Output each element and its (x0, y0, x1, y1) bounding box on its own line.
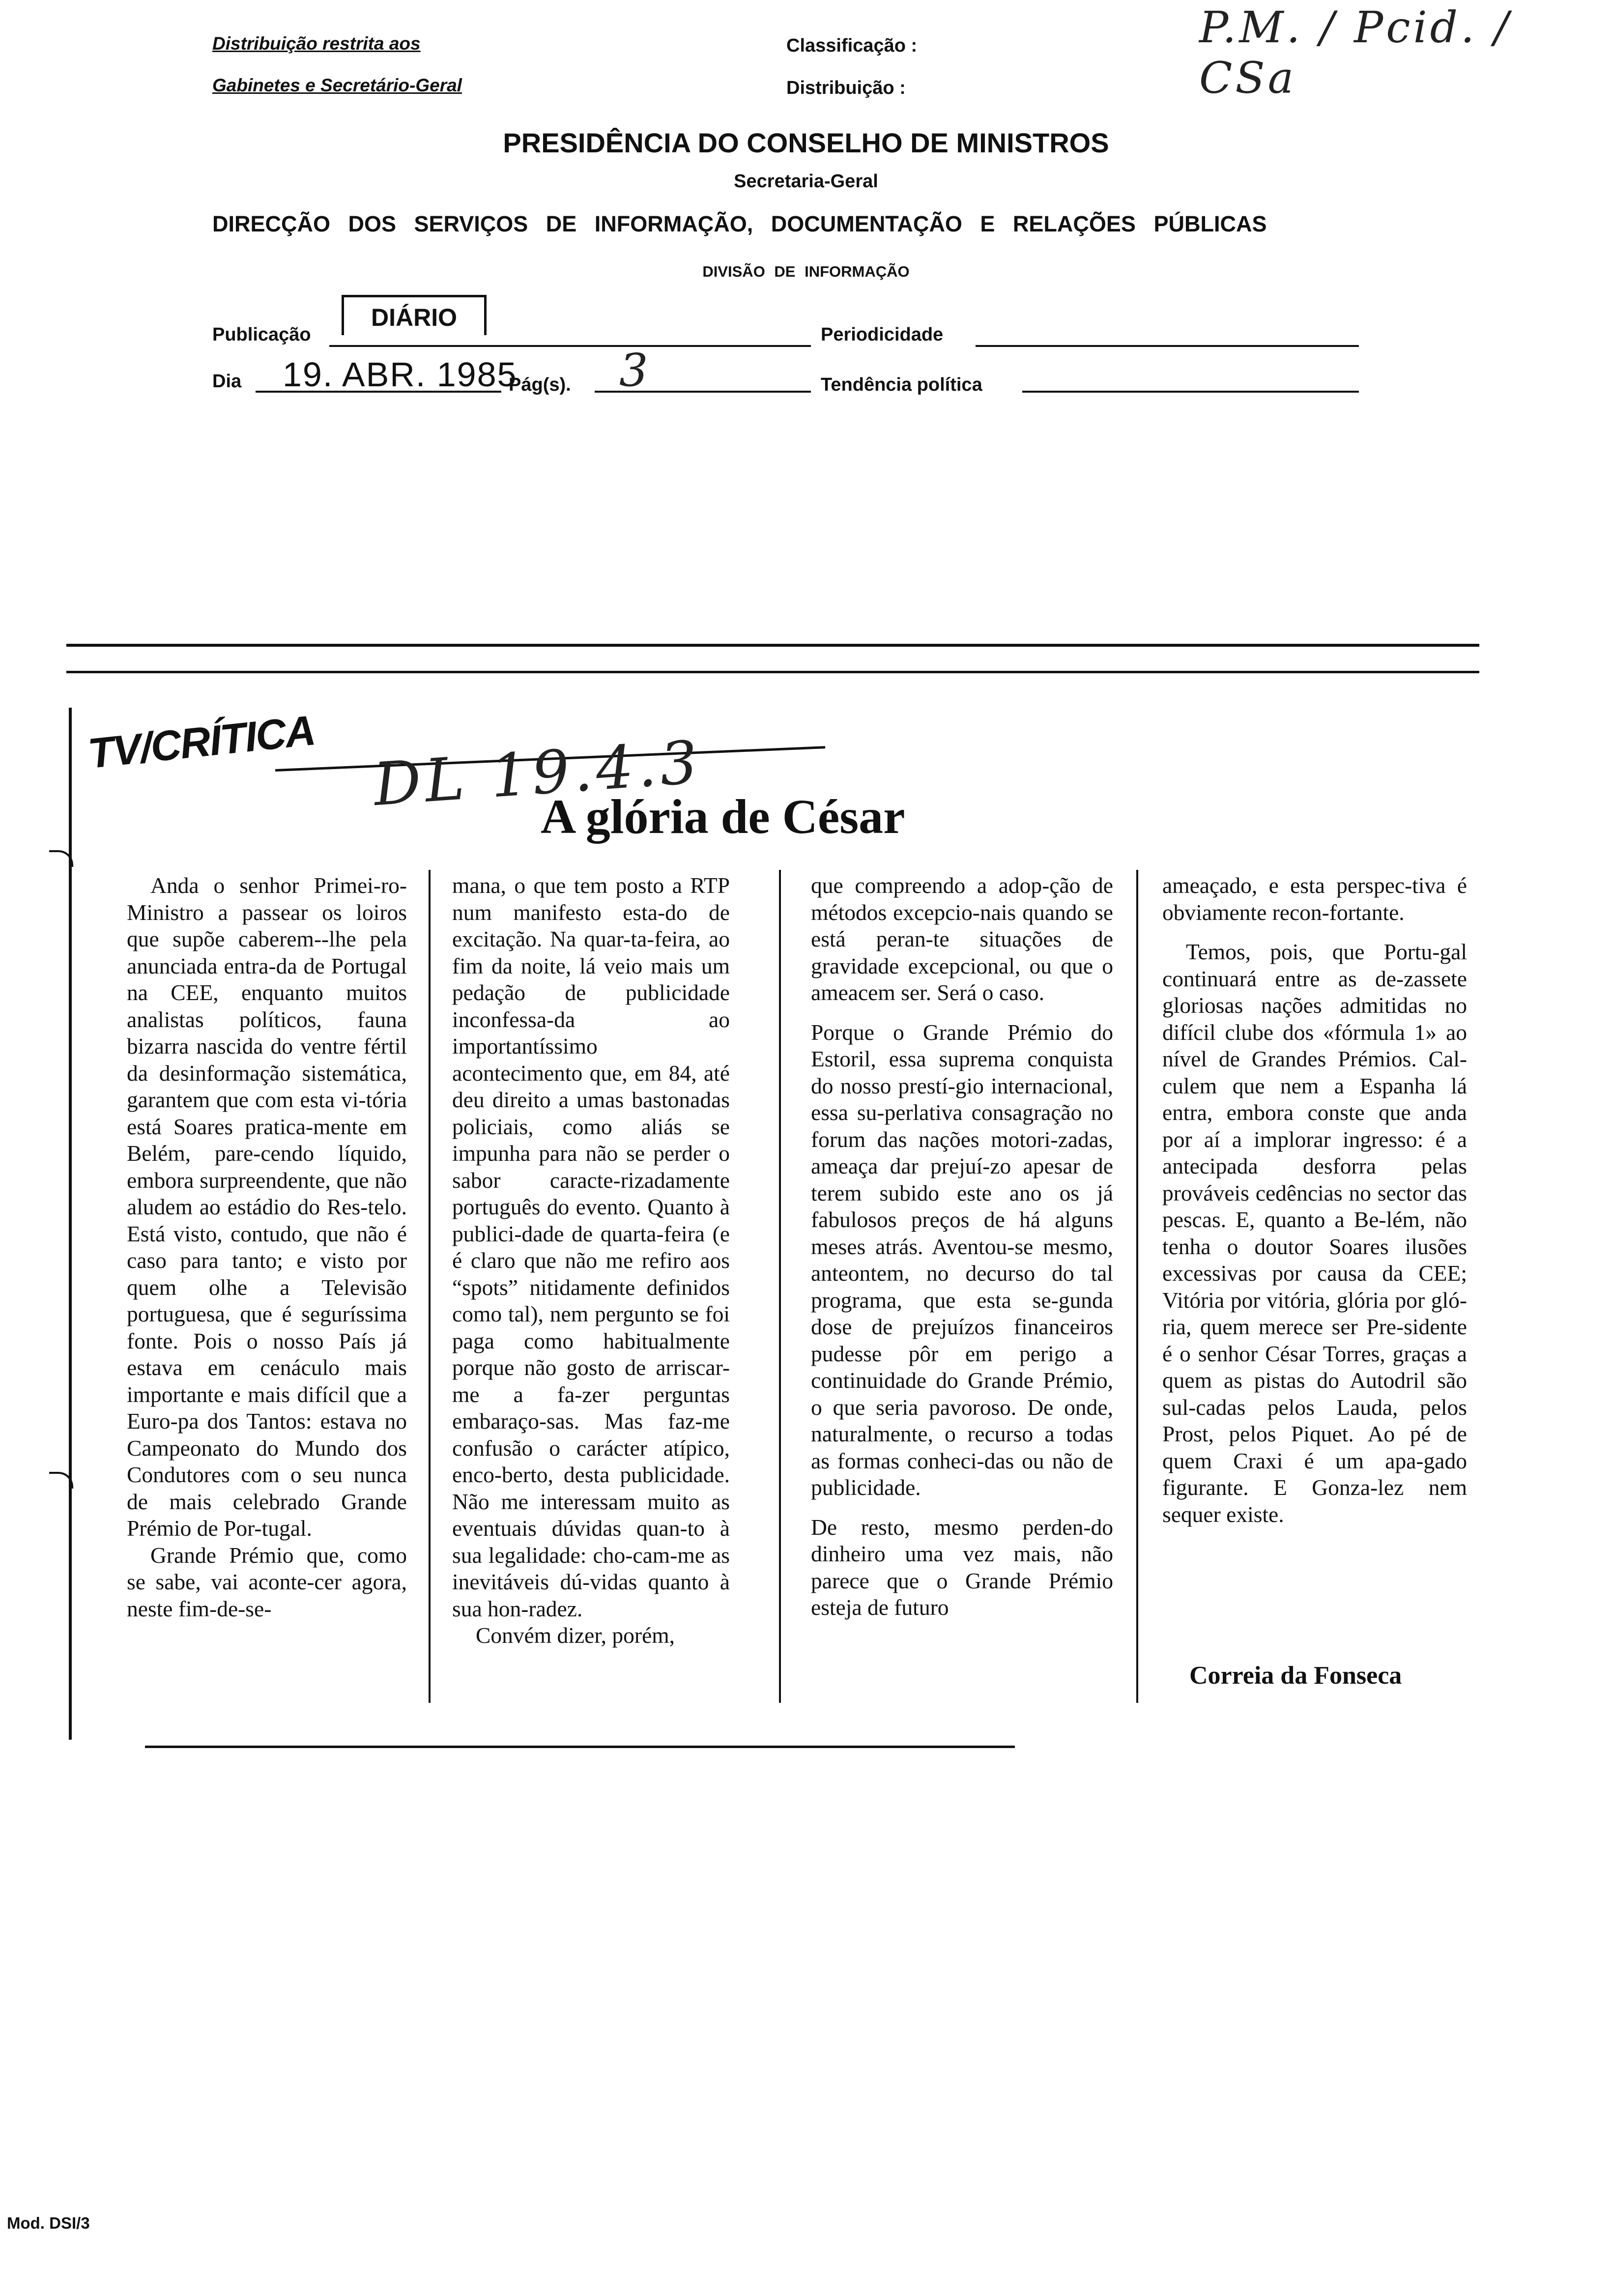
day-underline (256, 391, 501, 393)
column-1-paragraph: Anda o senhor Primei-ro-Ministro a passear os loiros que supõe caberem--lhe pela anunciada entra-da de Portugal na CEE, enquanto muitos analistas políticos, fauna bizarra nascida do ventre fértil da desinformação sistemática, garantem que com esta vi-tória está Soares pratica-mente em Belém, pare-cendo líquido, embora surpreendente, que não aludem ao estádio do Res-telo. Está visto, contudo, que não é caso para tanto; e visto por quem olhe a Televisão portuguesa, que é seguríssima fonte. Pois o nosso País já estava em cenáculo mais importante e mais difícil que a Euro-pa dos Tantos: estava no Campeonato do Mundo dos Condutores com o seu nunca de mais celebrado Grande Prémio de Por-tugal. (127, 873, 407, 1541)
section-label: TV/CRÍTICA (86, 707, 317, 778)
column-1-paragraph: Grande Prémio que, como se sabe, vai aconte-cer agora, neste fim-de-se- (127, 1542, 407, 1621)
pages-label: Pág(s). (509, 374, 571, 395)
tendency-underline (1022, 391, 1359, 393)
restricted-distribution-line1: Distribuição restrita aos (212, 33, 421, 54)
handwritten-date: DL 19.4.3 (371, 728, 704, 820)
division-title: DIVISÃO DE INFORMAÇÃO (702, 263, 910, 280)
directorate-title: DIRECÇÃO DOS SERVIÇOS DE INFORMAÇÃO, DOCUMENTAÇÃO E RELAÇÕES PÚBLICAS (212, 211, 1267, 236)
handwritten-reference: P.M. / Pcid. / CSa (1199, 2, 1512, 103)
column-divider-3 (1136, 870, 1138, 1703)
institution-title: PRESIDÊNCIA DO CONSELHO DE MINISTROS (503, 127, 1109, 158)
form-code: Mod. DSI/3 (7, 2214, 90, 2232)
secretariat-title: Secretaria-Geral (734, 171, 878, 192)
column-2-paragraph: mana, o que tem posto a RTP num manifesto esta-do de excitação. Na quar-ta-feira, ao fim da noite, lá veio mais um pedação de publicidade inconfessa-da ao importantíssimo acontecimento que, em 84, até deu direito a umas bastonadas policiais, como aliás se impunha para não se perder o sabor caracte-rizadamente português do evento. Quanto à publici-dade de quarta-feira (e é claro que não me refiro aos “spots” nitidamente definidos como tal), nem pergunto se foi paga como habitualmente porque não gosto de arriscar-me a fa-zer perguntas embaraço-sas. Mas faz-me confusão o carácter atípico, enco-berto, desta publicidade. Não me interessam muito as eventuais dúvidas quan-to à sua legalidade: cho-cam-me as inevitáveis dú-vidas quanto à sua hon-radez. (452, 873, 730, 1621)
day-label: Dia (212, 371, 242, 392)
article-column-3 (811, 872, 1113, 1621)
headline: A glória de César (541, 789, 905, 844)
article-column-4 (1162, 872, 1467, 1528)
column-divider-1 (429, 870, 431, 1703)
clipping-bottom-rule (145, 1746, 1015, 1748)
classification-label: Classificação : (786, 35, 918, 56)
column-divider-2 (779, 870, 781, 1703)
publication-label: Publicação (212, 324, 311, 345)
column-3-paragraph: Porque o Grande Prémio do Estoril, essa suprema conquista do nosso prestí-gio internacional, essa su-perlativa consagração no forum das nações motori-zadas, ameaça dar prejuí-zo apesar de terem subido este ano os já fabulosos preços de há alguns meses atrás. Aventou-se mesmo, anteontem, no decurso do tal programa, que esta se-gunda dose de prejuízos financeiros pudesse pôr em perigo a continuidade do Grande Prémio, o que seria pavoroso. De onde, naturalmente, o recurso a todas as formas conheci-das ou não de publicidade. (811, 1019, 1113, 1500)
distribution-label: Distribuição : (786, 78, 906, 98)
pages-underline (595, 391, 811, 393)
column-2-paragraph: Convém dizer, porém, (476, 1623, 675, 1648)
column-4-paragraph: Temos, pois, que Portu-gal continuará entre as de-zassete gloriosas nações admitidas no difícil clube dos «fórmula 1» ao nível de Grandes Prémios. Cal-culem que nem a Espanha lá entra, embora conste que anda por aí a implorar ingresso: é a antecipada desforra pelas prováveis cedências no sector das pescas. E, quanto a Be-lém, não tenha o doutor Soares ilusões excessivas por causa da CEE; Vitória por vitória, glória por gló-ria, quem merece ser Pre-sidente é o senhor César Torres, graças a quem as pistas do Autodril são sul-cadas pelos Lauda, pelos Prost, pelos Piquet. Ao pé de quem Craxi é um apa-gado figurante. E Gonza-lez nem sequer existe. (1162, 939, 1467, 1527)
clipping-top-rule (66, 644, 1479, 647)
restricted-distribution-line2: Gabinetes e Secretário-Geral (212, 75, 462, 95)
pages-value: 3 (619, 344, 648, 397)
day-value: 19. ABR. 1985 (283, 355, 518, 394)
publication-underline (329, 345, 811, 347)
article-column-2 (452, 872, 730, 1649)
column-4-paragraph: ameaçado, e esta perspec-tiva é obviamente recon-fortante. (1162, 873, 1467, 925)
publication-value: DIÁRIO (342, 295, 487, 335)
article-column-1 (127, 872, 407, 1622)
periodicity-label: Periodicidade (821, 324, 944, 345)
author-byline: Correia da Fonseca (1189, 1662, 1402, 1690)
tendency-label: Tendência política (821, 374, 982, 395)
clipping-top-rule-2 (66, 671, 1479, 673)
periodicity-underline (976, 345, 1359, 347)
column-3-paragraph: De resto, mesmo perden-do dinheiro uma vez mais, não parece que o Grande Prémio esteja de futuro (811, 1514, 1113, 1620)
column-3-paragraph: que compreendo a adop-ção de métodos excepcio-nais quando se está peran-te situações de gravidade excepcional, ou que o ameacem ser. Será o caso. (811, 873, 1113, 1005)
